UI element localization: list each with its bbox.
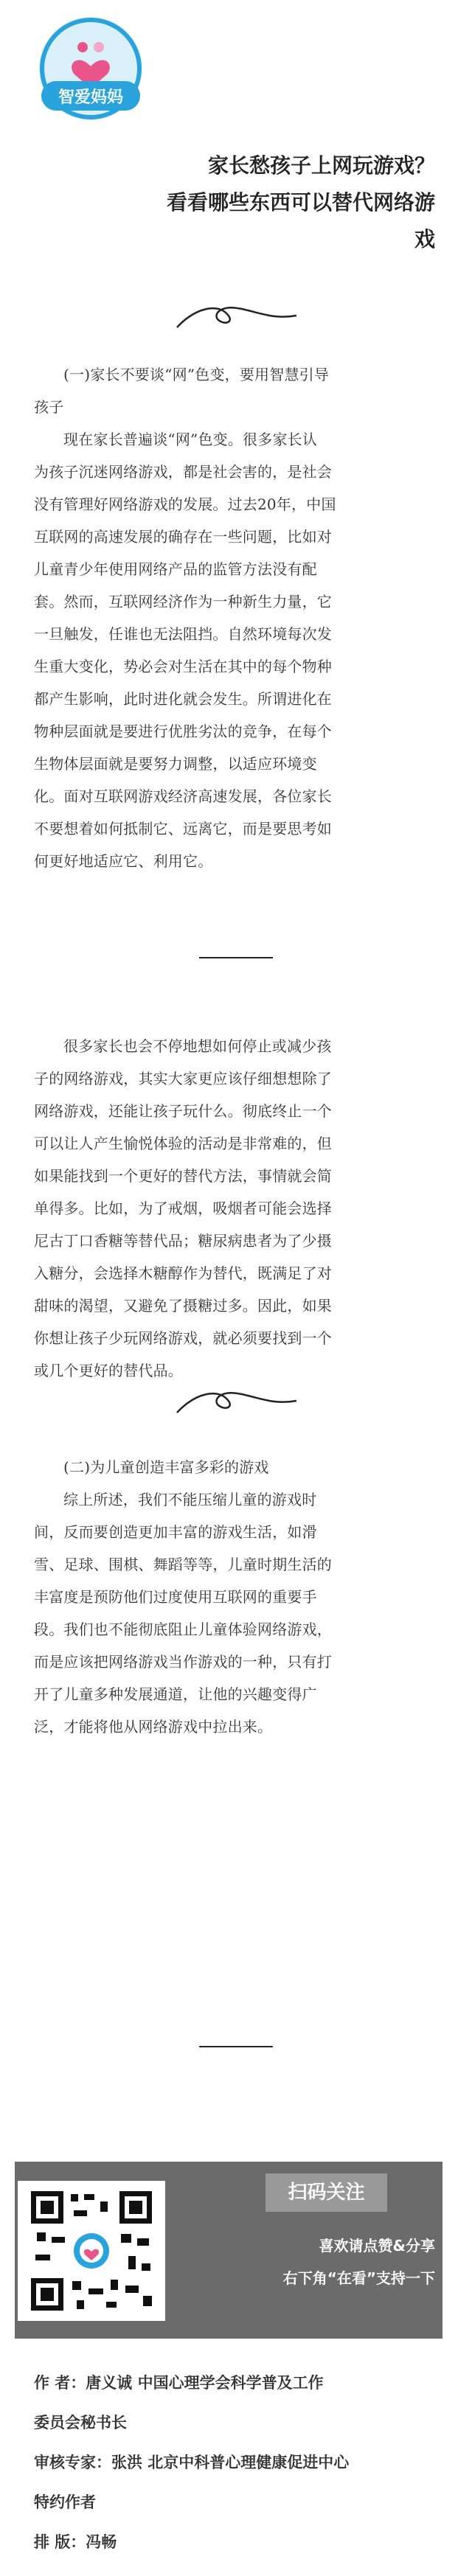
- paragraph-line: 雪、足球、围棋、舞蹈等等，儿童时期生活的: [34, 1556, 332, 1573]
- paragraph-line: 入糖分，会选择木糖醇作为替代，既满足了对: [34, 1264, 332, 1282]
- paragraph-line: 段。我们也不能彻底阻止儿童体验网络游戏，: [34, 1621, 332, 1638]
- svg-text:智爱妈妈: 智爱妈妈: [58, 88, 124, 107]
- credit-line: 委员会秘书长: [34, 2414, 127, 2431]
- paragraph-line: 孩子: [34, 398, 64, 416]
- paragraph-line: 尼古丁口香糖等替代品；糖尿病患者为了少摄: [34, 1232, 332, 1250]
- scan-follow-badge: 扫码关注: [266, 2173, 387, 2212]
- section-2: [34, 1030, 435, 1387]
- paragraph-line: 子的网络游戏，其实大家更应该仔细想想除了: [34, 1070, 332, 1087]
- paragraph-line: 物种层面就是要进行优胜劣汰的竞争，在每个: [34, 723, 332, 740]
- paragraph-line: 现在家长普遍谈“网”色变。很多家长认: [63, 431, 318, 448]
- section-heading: (一)家长不要谈“网”色变，要用智慧引导: [63, 366, 330, 383]
- paragraph-line: 一旦触发，任谁也无法阻挡。自然环境每次发: [34, 625, 332, 643]
- credit-line: 审核专家：张洪 北京中科普心理健康促进中心: [34, 2454, 350, 2471]
- paragraph-line: 很多家长也会不停地想如何停止或减少孩: [63, 1037, 332, 1055]
- section-divider: [199, 957, 273, 958]
- section-divider: [199, 2046, 273, 2047]
- title-line: 看看哪些东西可以替代网络游: [166, 190, 435, 215]
- paragraph-line: 泛，才能将他从网络游戏中拉出来。: [34, 1718, 273, 1736]
- paragraph-line: 都产生影响，此时进化就会发生。所谓进化在: [34, 690, 332, 708]
- paragraph-line: 网络游戏，还能让孩子玩什么。彻底终止一个: [34, 1102, 332, 1120]
- paragraph-line: 可以让人产生愉悦体验的活动是非常难的，但: [34, 1135, 332, 1152]
- section-3: [34, 1451, 435, 1743]
- paragraph-line: 互联网的高速发展的确存在一些问题，比如对: [34, 528, 332, 546]
- section-heading: (二)为儿童创造丰富多彩的游戏: [63, 1458, 269, 1476]
- paragraph-line: 你想让孩子少玩网络游戏，就必须要找到一个: [34, 1329, 332, 1347]
- swirl-divider-icon: [174, 1386, 299, 1417]
- paragraph-line: 而是应该把网络游戏当作游戏的一种，只有打: [34, 1653, 332, 1671]
- paragraph-line: 化。面对互联网游戏经济高速发展，各位家长: [34, 787, 332, 805]
- swirl-divider-icon: [174, 301, 299, 332]
- paragraph-line: 综上所述，我们不能压缩儿童的游戏时: [63, 1491, 317, 1508]
- article-title: [111, 147, 435, 258]
- watching-support-text: 右下角“在看”支持一下: [282, 2269, 435, 2287]
- qr-code[interactable]: [18, 2181, 165, 2321]
- paragraph-line: 开了儿童多种发展通道，让他的兴趣变得广: [34, 1685, 317, 1703]
- paragraph-line: 生物体层面就是要努力调整，以适应环境变: [34, 755, 317, 773]
- paragraph-line: 为孩子沉迷网络游戏，都是社会害的，是社会: [34, 463, 332, 481]
- paragraph-line: 如果能找到一个更好的替代方法，事情就会简: [34, 1167, 332, 1185]
- brand-logo-icon: [35, 13, 146, 124]
- paragraph-line: 套。然而，互联网经济作为一种新生力量，它: [34, 593, 332, 610]
- paragraph-line: 或几个更好的替代品。: [34, 1362, 183, 1379]
- section-1: [34, 358, 435, 877]
- paragraph-line: 儿童青少年使用网络产品的监管方法没有配: [34, 560, 317, 578]
- title-line: 戏: [414, 227, 435, 251]
- paragraph-line: 不要想着如何抵制它、远离它，而是要思考如: [34, 820, 332, 838]
- paragraph-line: 甜味的渴望，又避免了摄糖过多。因此，如果: [34, 1297, 332, 1315]
- paragraph-line: 没有管理好网络游戏的发展。过去20年，中国: [34, 495, 336, 513]
- credit-line: 作 者：唐义诚 中国心理学会科学普及工作: [34, 2374, 324, 2392]
- credit-line: 特约作者: [34, 2493, 96, 2511]
- title-line: 家长愁孩子上网玩游戏？: [207, 153, 435, 178]
- paragraph-line: 单得多。比如，为了戒烟，吸烟者可能会选择: [34, 1200, 332, 1217]
- qr-code-icon: [18, 2181, 165, 2321]
- paragraph-line: 何更好地适应它、利用它。: [34, 852, 213, 870]
- credits: [34, 2363, 447, 2562]
- credit-line: 排 版：冯畅: [34, 2533, 117, 2551]
- paragraph-line: 生重大变化，势必会对生活在其中的每个物种: [34, 658, 332, 675]
- brand-logo: [35, 13, 146, 124]
- like-share-text: 喜欢请点赞&分享: [319, 2237, 435, 2255]
- paragraph-line: 丰富度是预防他们过度使用互联网的重要手: [34, 1588, 317, 1606]
- paragraph-line: 间，反而要创造更加丰富的游戏生活，如滑: [34, 1523, 317, 1541]
